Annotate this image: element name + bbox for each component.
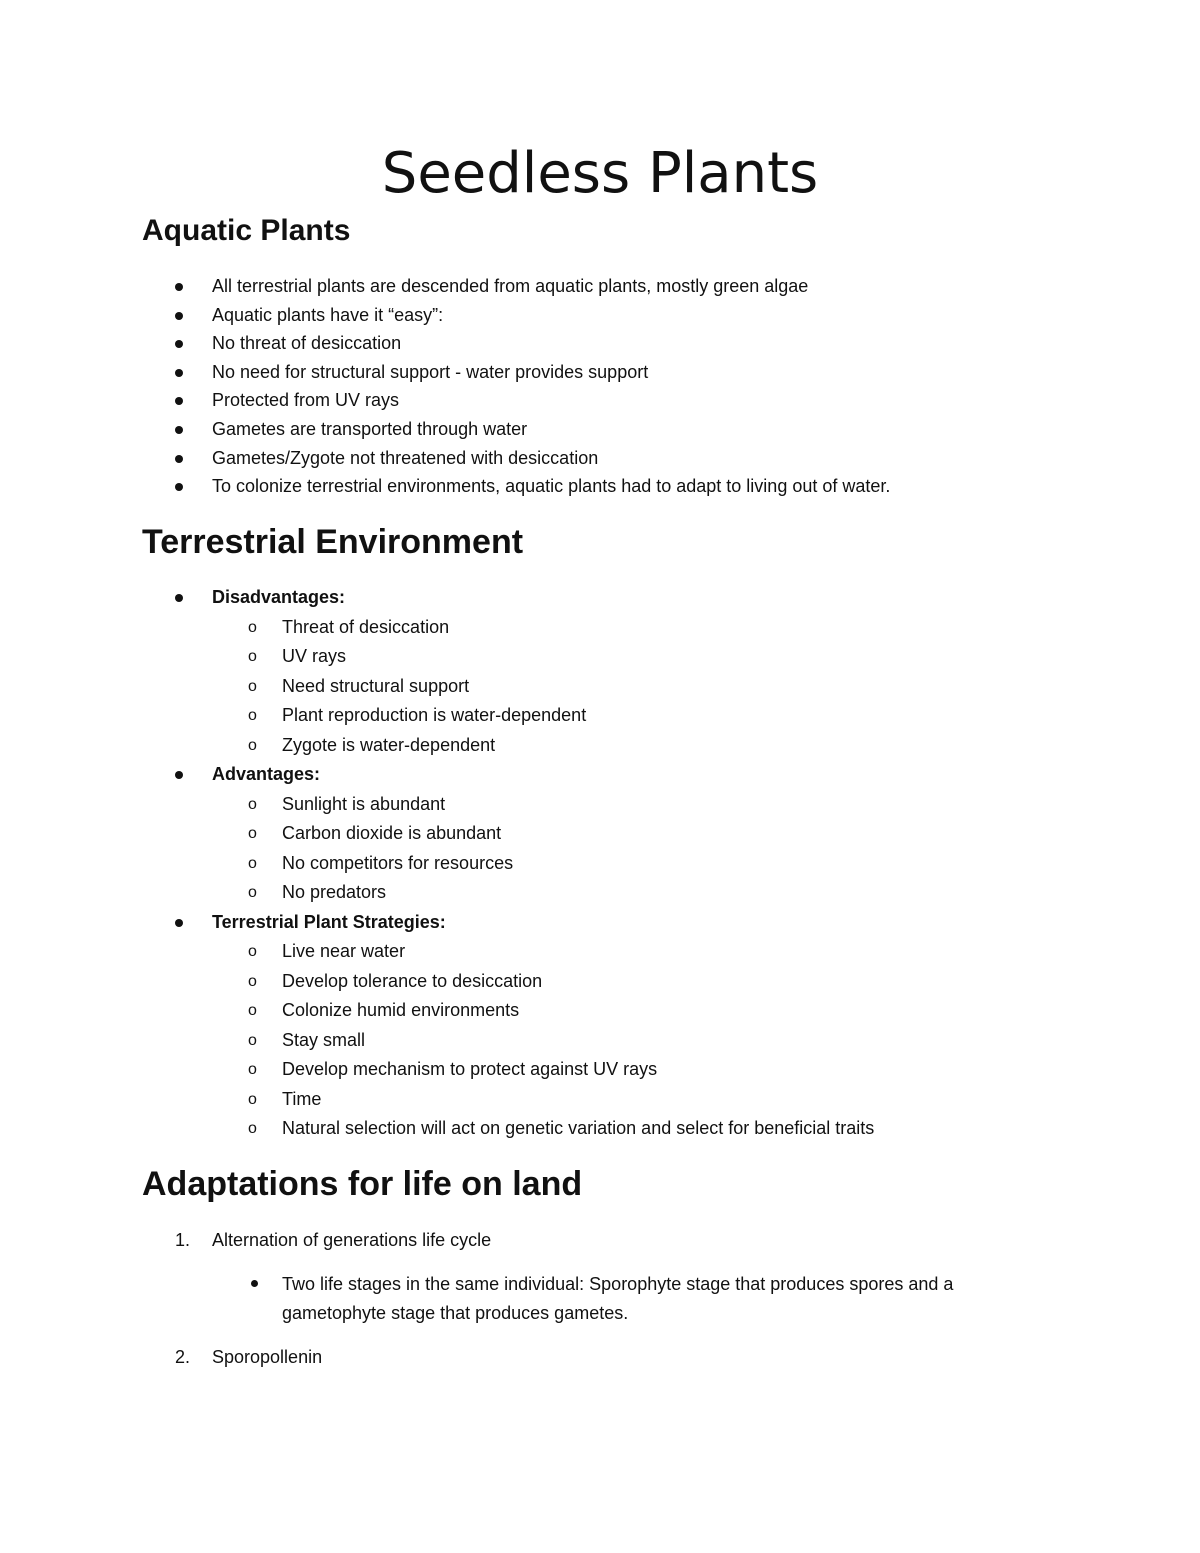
list-item: No threat of desiccation [0,329,1200,358]
list-item: Gametes/Zygote not threatened with desiccation [0,444,1200,473]
sub-list-item: o Develop tolerance to desiccation [0,967,1200,997]
bullet-icon [175,369,183,377]
bullet-icon [175,594,183,602]
aquatic-bullet-list [0,272,1200,501]
circle-bullet-icon: o [248,1061,257,1078]
circle-bullet-icon: o [248,1002,257,1019]
section-heading-terrestrial: Terrestrial Environment [142,523,524,561]
sub-list-item: o No competitors for resources [0,849,1200,879]
list-item-disadvantages: Disadvantages: [0,583,1200,613]
circle-bullet-icon: o [248,884,257,901]
circle-bullet-icon: o [248,972,257,990]
list-item: Aquatic plants have it “easy”: [0,301,1200,330]
circle-bullet-icon: o [248,648,257,665]
circle-bullet-icon: o [248,825,257,842]
item-number: 2. [175,1347,191,1367]
sub-list-item: o Stay small [0,1026,1200,1056]
bullet-icon [175,919,183,927]
bullet-icon [175,312,183,320]
sub-list-item: o Plant reproduction is water-dependent [0,701,1200,731]
circle-bullet-icon: o [248,1031,257,1049]
list-item: No need for structural support - water provides support [0,358,1200,387]
sub-list-item: o Natural selection will act on genetic variation and select for beneficial traits [0,1114,1200,1144]
terrestrial-outline-list [0,583,1200,1144]
sub-list-item: o Zygote is water-dependent [0,731,1200,761]
section-heading-aquatic: Aquatic Plants [142,214,351,247]
item-number: 1. [175,1230,191,1250]
item-text: Sporopollenin [212,1347,323,1367]
circle-bullet-icon: o [248,1090,257,1108]
circle-bullet-icon: o [248,677,257,695]
bullet-icon [175,397,183,405]
sub-list-item: o No predators [0,878,1200,908]
section-heading-adaptations: Adaptations for life on land [142,1165,583,1203]
list-item: Protected from UV rays [0,386,1200,415]
sub-list-item: o Sunlight is abundant [0,790,1200,820]
sub-list-item: o Carbon dioxide is abundant [0,819,1200,849]
sub-list-item: o UV rays [0,642,1200,672]
list-item: All terrestrial plants are descended from aquatic plants, mostly green algae [0,272,1200,301]
sub-list-item: o Develop mechanism to protect against UV rays [0,1055,1200,1085]
sub-list-item: o Colonize humid environments [0,996,1200,1026]
bullet-icon [175,771,183,779]
nested-bullet-text: Two life stages in the same individual: Sporophyte stage that produces spores and a gametophyte stage that produces gametes. [282,1274,954,1323]
sub-list-item: o Threat of desiccation [0,613,1200,643]
bullet-icon [251,1280,258,1287]
list-item-strategies: Terrestrial Plant Strategies: [0,908,1200,938]
list-item-advantages: Advantages: [0,760,1200,790]
bullet-icon [175,455,183,463]
bullet-icon [175,283,183,291]
circle-bullet-icon: o [248,707,257,724]
list-item: Gametes are transported through water [0,415,1200,444]
circle-bullet-icon: o [248,1120,257,1137]
page-title: Seedless Plants [381,141,819,206]
bullet-icon [175,426,183,434]
list-item: To colonize terrestrial environments, aquatic plants had to adapt to living out of water. [0,472,1200,501]
item-text: Alternation of generations life cycle [212,1230,492,1250]
sub-list-item: o Time [0,1085,1200,1115]
circle-bullet-icon: o [248,618,257,636]
circle-bullet-icon: o [248,854,257,872]
bullet-icon [175,340,183,348]
circle-bullet-icon: o [248,795,257,813]
circle-bullet-icon: o [248,736,257,754]
circle-bullet-icon: o [248,943,257,960]
sub-list-item: o Live near water [0,937,1200,967]
sub-list-item: o Need structural support [0,672,1200,702]
bullet-icon [175,483,183,491]
